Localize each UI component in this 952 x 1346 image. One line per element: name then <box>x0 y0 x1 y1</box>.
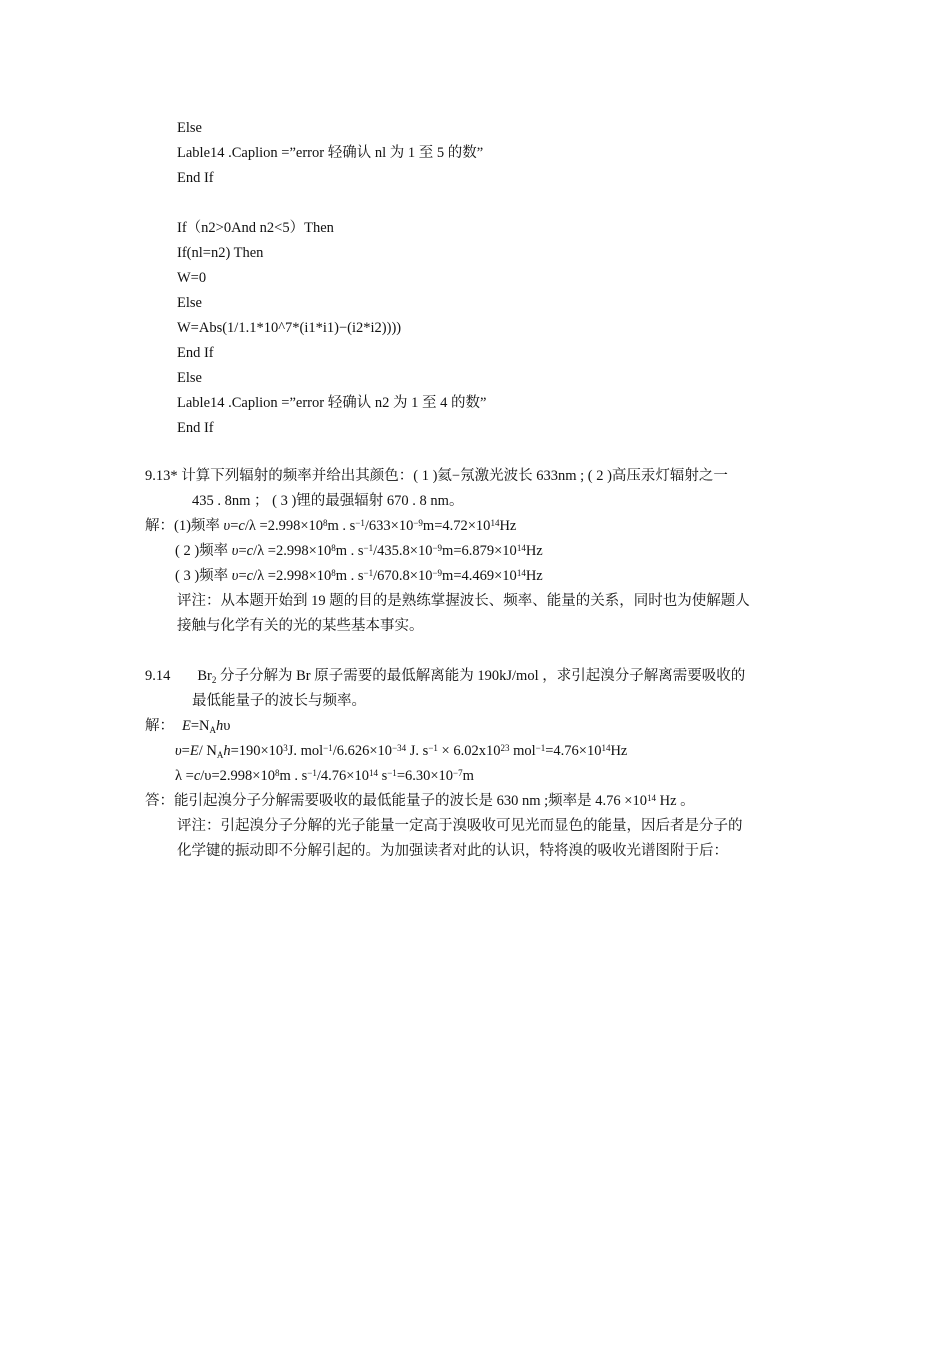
exponent: −1 <box>323 743 333 753</box>
unit: J. mol <box>287 743 324 759</box>
equals: = <box>230 518 239 534</box>
equals: = <box>238 568 247 584</box>
solution-9-13-line2 <box>175 541 543 561</box>
code-line-else: Else <box>177 370 202 386</box>
formula-text: /670.8×10 <box>373 568 433 584</box>
unit: m <box>462 768 474 784</box>
E-symbol: E <box>189 743 199 759</box>
exponent: 14 <box>516 543 526 553</box>
exponent: −1 <box>387 768 397 778</box>
c-symbol: c <box>193 768 201 784</box>
formula-result: =4.76×10 <box>545 743 602 759</box>
formula-text: /υ=2.998×10 <box>200 768 275 784</box>
solution-9-14-line2 <box>175 741 627 762</box>
unit: Hz <box>610 743 628 759</box>
comment-9-13-line1: 评注：从本题开始到 19 题的目的是熟练掌握波长、频率、能量的关系，同时也为使解题人 <box>177 593 750 609</box>
unit: m . s <box>279 768 308 784</box>
exponent: −9 <box>432 543 443 553</box>
unit: J. s <box>406 743 429 759</box>
exponent: −7 <box>453 768 463 778</box>
exponent: 14 <box>601 743 611 753</box>
comment-9-13-line2: 接触与化学有关的光的某些基本事实。 <box>177 618 424 634</box>
subscript: A <box>209 725 217 735</box>
formula-text: /λ =2.998×10 <box>244 518 323 534</box>
exponent: 14 <box>490 518 500 528</box>
sub-label: ( 2 )频率 <box>175 543 232 559</box>
formula-text: / N <box>198 743 217 759</box>
code-line-endif: End If <box>177 345 214 361</box>
formula-result: m=4.72×10 <box>422 518 491 534</box>
sub-label: ( 3 )频率 <box>175 568 232 584</box>
exponent: −34 <box>392 743 407 753</box>
solution-9-14-line3 <box>175 766 474 786</box>
code-line-else: Else <box>177 120 202 136</box>
problem-9-13-line2: 435 . 8nm ； ( 3 )锂的最强辐射 670 . 8 nm。 <box>192 493 464 509</box>
code-line-w-zero: W=0 <box>177 270 207 286</box>
formula-text: Br <box>197 668 212 684</box>
exponent: −9 <box>432 568 443 578</box>
exponent: 8 <box>331 568 336 578</box>
unit: m . s <box>335 543 364 559</box>
code-line-endif: End If <box>177 420 214 436</box>
nu-symbol: υ <box>223 518 231 534</box>
formula-result: m=6.879×10 <box>442 543 517 559</box>
exponent: 8 <box>274 768 280 778</box>
problem-9-14-line1 <box>145 666 745 687</box>
exponent: −1 <box>535 743 546 753</box>
exponent: 8 <box>331 543 336 553</box>
code-line-if-n2: If（n2>0And n2<5）Then <box>177 220 334 236</box>
exponent: −1 <box>363 543 374 553</box>
unit: Hz <box>525 543 543 559</box>
formula-text: =N <box>190 718 210 734</box>
unit: Hz <box>499 518 517 534</box>
comment-9-14-line1: 评注：引起溴分子分解的光子能量一定高于溴吸收可见光而显色的能量，因后者是分子的 <box>177 818 743 834</box>
code-line-w-abs: W=Abs(1/1.1*10^7*(i1*i1)−(i2*i2)))) <box>177 320 402 336</box>
problem-text: 分子分解为 Br 原子需要的最低解离能为 190kJ/mol ，求引起溴分子解离需要吸收的 <box>216 668 746 684</box>
nu-symbol: υ <box>231 543 239 559</box>
code-line-caption-n1: Lable14 .Caplion =”error 轻确认 nl 为 1 至 5 的数” <box>177 145 484 161</box>
solution-9-14-line1 <box>145 716 230 737</box>
exponent: −1 <box>355 518 365 528</box>
formula-text: /λ =2.998×10 <box>253 543 332 559</box>
problem-number: 9.14 <box>145 668 171 684</box>
formula-text: × 6.02x10 <box>437 743 501 759</box>
problem-9-14-line2: 最低能量子的波长与频率。 <box>192 693 366 709</box>
answer-text: Hz 。 <box>655 793 695 809</box>
equals: = <box>238 543 247 559</box>
exponent: 14 <box>646 793 656 803</box>
comment-9-14-line2: 化学键的振动即不分解引起的。为加强读者对此的认识，特将溴的吸收光谱图附于后： <box>177 843 728 859</box>
formula-text: /435.8×10 <box>373 543 433 559</box>
problem-9-13-line1 <box>145 466 728 486</box>
formula-text: =190×10 <box>230 743 284 759</box>
formula-result: m=4.469×10 <box>442 568 517 584</box>
subscript: A <box>216 750 224 760</box>
h-symbol: h <box>216 718 224 734</box>
code-line-if-eq: If(nl=n2) Then <box>177 245 264 261</box>
formula-text: /λ =2.998×10 <box>253 568 332 584</box>
exponent: 14 <box>368 768 378 778</box>
code-line-else: Else <box>177 295 202 311</box>
nu-symbol: υ <box>175 743 182 759</box>
exponent: −1 <box>307 768 317 778</box>
exponent: 3 <box>283 743 288 753</box>
problem-number: 9.13* <box>145 468 178 484</box>
formula-text: λ = <box>175 768 194 784</box>
equals: = <box>181 743 190 759</box>
c-symbol: c <box>238 518 245 534</box>
exponent: 23 <box>500 743 510 753</box>
exponent: −1 <box>363 568 374 578</box>
c-symbol: c <box>246 568 254 584</box>
solution-label: 解： <box>145 518 174 534</box>
problem-text: 计算下列辐射的频率并给出其颜色：( 1 )氦−氖激光波长 633nm ; ( 2 )高压汞灯辐射之一 <box>181 468 728 484</box>
unit: m . s <box>327 518 356 534</box>
exponent: 8 <box>323 518 328 528</box>
sub-label: (1)频率 <box>174 518 224 534</box>
formula-text: /4.76×10 <box>316 768 369 784</box>
solution-9-13-line1 <box>145 516 516 536</box>
exponent: −1 <box>428 743 438 753</box>
unit: m . s <box>335 568 364 584</box>
subscript: 2 <box>211 675 217 685</box>
code-line-caption-n2: Lable14 .Caplion =”error 轻确认 n2 为 1 至 4 的数” <box>177 395 487 411</box>
formula-text: /633×10 <box>364 518 414 534</box>
formula-text: /6.626×10 <box>332 743 393 759</box>
unit: Hz <box>525 568 543 584</box>
code-line-endif: End If <box>177 170 214 186</box>
h-symbol: h <box>223 743 231 759</box>
nu-symbol: υ <box>223 718 231 734</box>
exponent: −9 <box>413 518 423 528</box>
solution-label: 解： <box>145 718 174 734</box>
answer-9-14 <box>145 791 695 811</box>
answer-text: 答：能引起溴分子分解需要吸收的最低能量子的波长是 630 nm ;频率是 4.76 ×10 <box>145 793 647 809</box>
unit: mol <box>509 743 536 759</box>
formula-result: =6.30×10 <box>396 768 454 784</box>
solution-9-13-line3 <box>175 566 543 586</box>
c-symbol: c <box>246 543 254 559</box>
unit: s <box>377 768 388 784</box>
E-symbol: E <box>182 718 191 734</box>
nu-symbol: υ <box>231 568 239 584</box>
exponent: 14 <box>516 568 526 578</box>
